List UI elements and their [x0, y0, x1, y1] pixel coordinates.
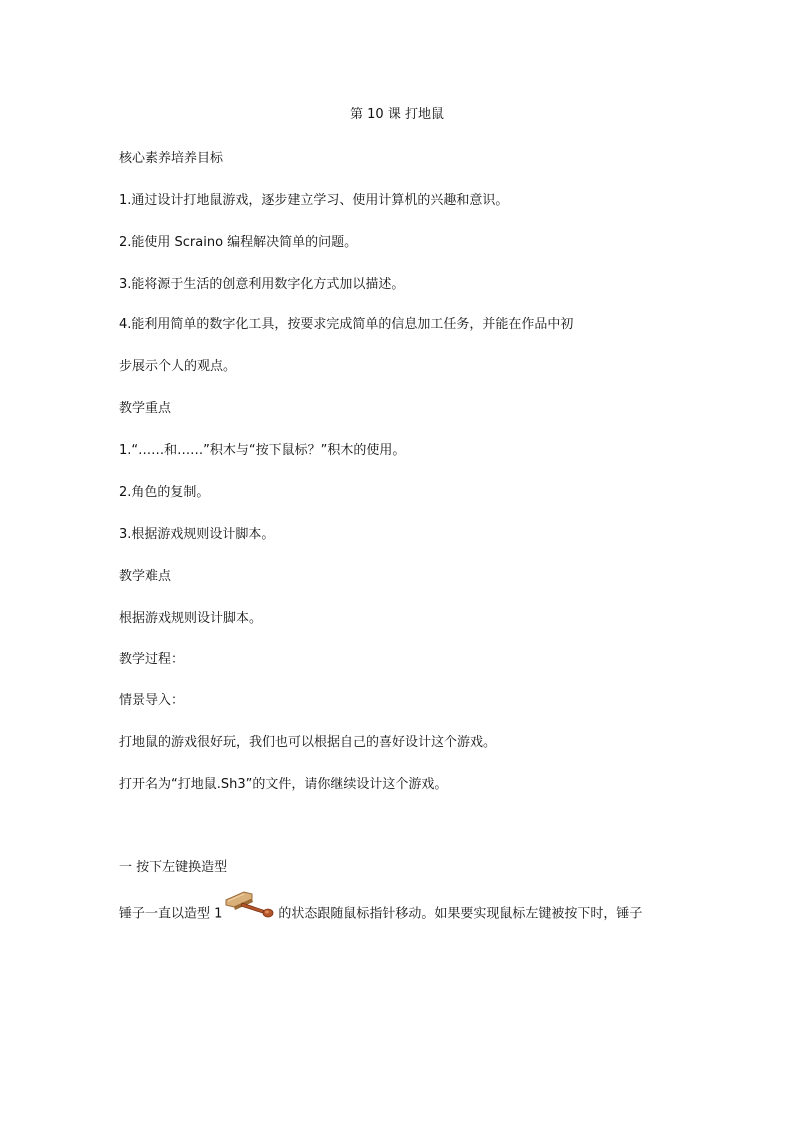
intro-paragraph-2: 打开名为“打地鼠.Sh3”的文件，请你继续设计这个游戏。: [119, 777, 448, 792]
section-heading-process: 教学过程：: [119, 652, 185, 667]
goal-item-4: 4.能利用简单的数字化工具，按要求完成简单的信息加工任务，并能在作品中初: [119, 317, 574, 332]
goal-item-3: 3.能将源于生活的创意利用数字化方式加以描述。: [119, 277, 405, 292]
step-1-text-after-image: 的状态跟随鼠标指针移动。如果要实现鼠标左键被按下时，锤子: [278, 906, 643, 922]
section-heading-core-goals: 核心素养培养目标: [119, 151, 224, 166]
subheading-introduction: 情景导入：: [119, 693, 185, 708]
section-heading-difficulties: 教学难点: [119, 569, 172, 584]
lesson-title: 第 10 课 打地鼠: [350, 107, 444, 122]
key-point-2: 2.角色的复制。: [119, 485, 210, 500]
goal-item-2: 2.能使用 Scraino 编程解决简单的问题。: [119, 235, 358, 250]
difficulty-item: 根据游戏规则设计脚本。: [119, 611, 263, 626]
goal-item-4-continued: 步展示个人的观点。: [119, 359, 237, 374]
key-point-3: 3.根据游戏规则设计脚本。: [119, 527, 275, 542]
step-1-text-before-image: 锤子一直以造型 1: [119, 906, 223, 922]
step-1-paragraph: [119, 904, 642, 924]
hammer-icon: [222, 890, 278, 920]
goal-item-1: 1.通过设计打地鼠游戏，逐步建立学习、使用计算机的兴趣和意识。: [119, 193, 509, 208]
key-point-1: 1.“……和……”积木与“按下鼠标？”积木的使用。: [119, 443, 406, 458]
step-heading-1: 一 按下左键换造型: [119, 860, 228, 875]
hammer-image: [222, 890, 278, 920]
section-heading-key-points: 教学重点: [119, 401, 172, 416]
intro-paragraph-1: 打地鼠的游戏很好玩，我们也可以根据自己的喜好设计这个游戏。: [119, 735, 497, 750]
